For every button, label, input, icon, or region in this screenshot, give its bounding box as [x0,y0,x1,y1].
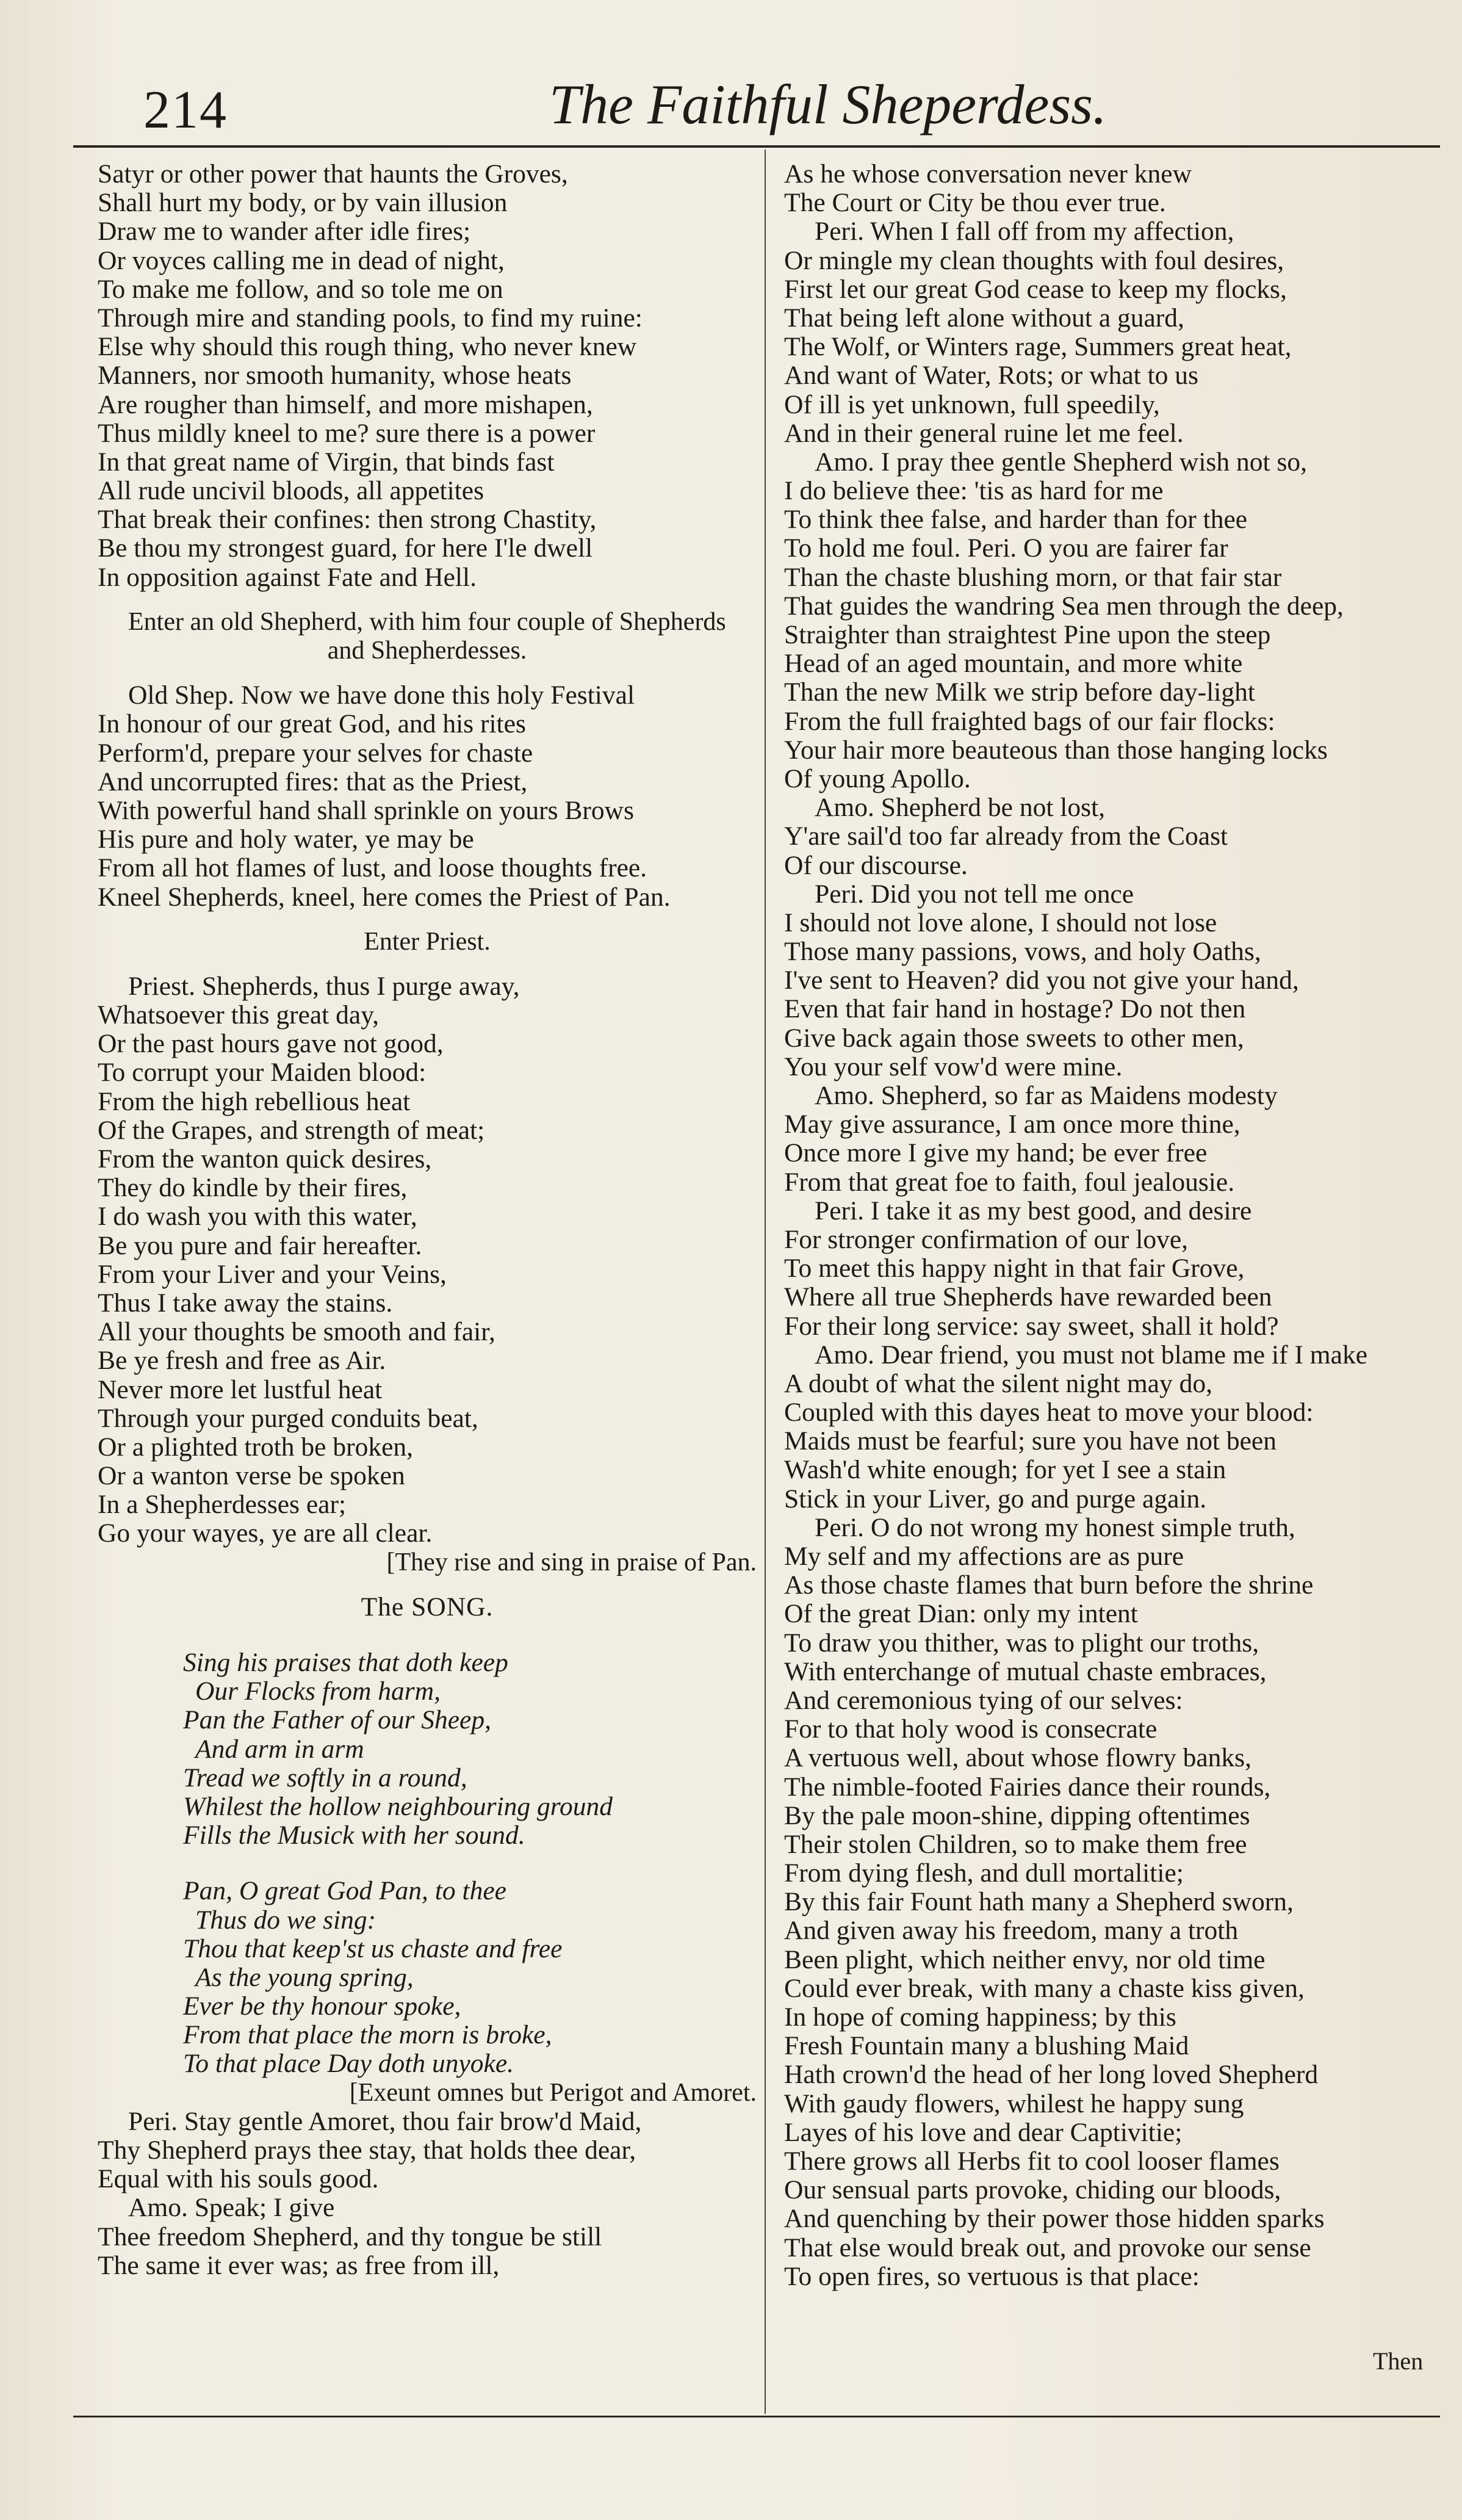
speech-line: To meet this happy night in that fair Grove, [784,1254,1245,1283]
speech-line: By this fair Fount hath many a Shepherd sworn, [784,1887,1294,1917]
speech-line: And want of Water, Rots; or what to us [784,361,1198,391]
song-stanza-1 [98,1648,757,1850]
verse-line: Are rougher than himself, and more mishapen, [98,389,593,419]
speech-line: Or the past hours gave not good, [98,1029,444,1059]
speech-line: In a Shepherdesses ear; [98,1490,347,1520]
speech-line: Perform'd, prepare your selves for chaste [98,738,533,768]
speech-line: Thus I take away the stains. [98,1288,393,1318]
speech-line: From your Liver and your Veins, [98,1259,447,1289]
verse-line: Be thou my strongest guard, for here I'le dwell [98,533,593,563]
verse-line: That break their confines: then strong Chastity, [98,505,597,535]
speech-line: You your self vow'd were mine. [784,1052,1123,1081]
speech-line: From the wanton quick desires, [98,1144,432,1174]
speech-line: In honour of our great God, and his rites [98,709,526,739]
speech-line: From the high rebellious heat [98,1086,411,1116]
speech-line: Thy Shepherd prays thee stay, that holds thee dear, [98,2136,636,2165]
speech-line: Thee freedom Shepherd, and thy tongue be still [98,2222,602,2251]
speech-line: I've sent to Heaven? did you not give your hand, [784,966,1299,995]
speech-line: Old Shep. Now we have done this holy Festival [128,681,635,710]
song-heading: The SONG. [361,1592,494,1622]
speech-line: Be ye fresh and free as Air. [98,1346,386,1376]
speech-line: With enterchange of mutual chaste embraces, [784,1656,1267,1686]
speech-line: Coupled with this dayes heat to move your blood: [784,1398,1314,1428]
speech-line: Amo. I pray thee gentle Shepherd wish not so, [815,447,1308,477]
verse-line: All rude uncivil bloods, all appetites [98,476,484,506]
speech-line: Than the chaste blushing morn, or that fair star [784,562,1282,592]
speech-line: For their long service: say sweet, shall it hold? [784,1311,1279,1341]
verse-line: Manners, nor smooth humanity, whose heats [98,361,572,391]
speech-line: I should not love alone, I should not lose [784,908,1217,937]
header-rule [73,145,1440,148]
verse-line: Satyr or other power that haunts the Groves, [98,159,568,189]
speech-line: To draw you thither, was to plight our troths, [784,1628,1259,1658]
speech-line: And quenching by their power those hidden sparks [784,2204,1325,2234]
speech-line: Layes of his love and dear Captivitie; [784,2117,1183,2147]
speech-line: Peri. O do not wrong my honest simple truth, [815,1512,1295,1542]
speech-line: Amo. Shepherd, so far as Maidens modesty [815,1081,1278,1110]
speech-line: The Court or City be thou ever true. [784,188,1166,218]
song-line: Thus do we sing: [195,1905,376,1935]
speech-line: To think thee false, and harder than for thee [784,505,1248,535]
speech-line: Peri. Did you not tell me once [815,879,1134,909]
speech-line: Hath crown'd the head of her long loved Shepherd [784,2060,1319,2090]
speech-line: Peri. When I fall off from my affection, [815,217,1234,247]
speech-line: As he whose conversation never knew [784,159,1192,189]
priest-speech [98,972,757,1548]
speech-line: They do kindle by their fires, [98,1173,408,1203]
speech-line: From that great foe to faith, foul jealousie. [784,1167,1235,1197]
speech-line: For stronger confirmation of our love, [784,1224,1189,1254]
footer-rule [73,2416,1440,2417]
speech-line: To hold me foul. Peri. O you are fairer far [784,533,1228,563]
speech-line: And in their general ruine let me feel. [784,418,1184,448]
speech-line: Those many passions, vows, and holy Oaths, [784,937,1261,967]
speech-line: Of young Apollo. [784,764,971,793]
speech-line: Peri. Stay gentle Amoret, thou fair brow'd Maid, [128,2106,642,2136]
speech-line: First let our great God cease to keep my flocks, [784,274,1287,304]
speech-line: Amo. Speak; I give [128,2193,335,2223]
right-column [784,160,1443,2291]
stage-direction-rise-sing: [They rise and sing in praise of Pan. [386,1548,757,1576]
speech-line: A vertuous well, about whose flowry banks, [784,1743,1251,1773]
speech-line: Or a plighted troth be broken, [98,1432,414,1462]
speech-line: Once more I give my hand; be ever free [784,1138,1208,1168]
speech-line: Y'are sail'd too far already from the Coast [784,821,1228,851]
song-line: Whilest the hollow neighbouring ground [183,1791,613,1821]
speech-line: That guides the wandring Sea men through the deep, [784,591,1344,621]
verse-line: Draw me to wander after idle fires; [98,217,471,247]
song-line: Thou that keep'st us chaste and free [183,1933,563,1963]
song-line: Sing his praises that doth keep [183,1648,508,1677]
speech-line: Maids must be fearful; sure you have not been [784,1426,1277,1456]
stage-direction-enter-priest: Enter Priest. [364,927,491,956]
left-column-verse [98,160,757,592]
speech-line: Of our discourse. [784,850,968,880]
stage-direction-line: and Shepherdesses. [327,637,527,665]
stage-direction-enter-old-shepherd [98,608,757,665]
speech-line: And uncorrupted fires: that as the Priest, [98,767,528,796]
speech-line: And ceremonious tying of our selves: [784,1685,1183,1715]
speech-line: I do believe thee: 'tis as hard for me [784,476,1164,506]
speech-line: Wash'd white enough; for yet I see a stain [784,1455,1226,1485]
speech-line: Fresh Fountain many a blushing Maid [784,2031,1189,2061]
verse-line: Or voyces calling me in dead of night, [98,245,505,275]
speech-line: Give back again those sweets to other men, [784,1023,1244,1053]
speech-line: From dying flesh, and dull mortalitie; [784,1858,1184,1888]
song-line: Our Flocks from harm, [195,1677,441,1706]
speech-line: Of ill is yet unknown, full speedily, [784,389,1160,419]
speech-line: His pure and holy water, ye may be [98,825,474,854]
speech-line: Of the great Dian: only my intent [784,1599,1138,1629]
verse-line: In opposition against Fate and Hell. [98,562,477,592]
song-line: Tread we softly in a round, [183,1763,467,1793]
speech-line: The Wolf, or Winters rage, Summers great heat, [784,332,1292,362]
speech-line: Where all true Shepherds have rewarded been [784,1282,1272,1312]
speech-line: Could ever break, with many a chaste kiss given, [784,1973,1305,2003]
speech-line: Go your wayes, ye are all clear. [98,1518,433,1548]
speech-line: All your thoughts be smooth and fair, [98,1317,495,1347]
speech-line: Amo. Dear friend, you must not blame me if I make [815,1340,1368,1370]
speech-line: Your hair more beauteous than those hanging locks [784,735,1328,765]
speech-line: Head of an aged mountain, and more white [784,649,1243,679]
speech-line: To corrupt your Maiden blood: [98,1058,427,1088]
verse-line: Else why should this rough thing, who never knew [98,332,637,362]
speech-line: For to that holy wood is consecrate [784,1714,1158,1744]
speech-line: Our sensual parts provoke, chiding our bloods, [784,2175,1281,2205]
speech-line: From all hot flames of lust, and loose thoughts free. [98,853,647,883]
speech-line: Peri. I take it as my best good, and desire [815,1196,1252,1226]
column-divider [765,150,766,2414]
speech-line: Their stolen Children, so to make them free [784,1829,1247,1859]
speech-line: Kneel Shepherds, kneel, here comes the Priest of Pan. [98,882,671,912]
speech-line: That being left alone without a guard, [784,303,1184,333]
verse-line: To make me follow, and so tole me on [98,274,503,304]
song-line: To that place Day doth unyoke. [183,2049,514,2079]
song-line: Ever be thy honour spoke, [183,1991,461,2021]
stage-direction-exeunt: [Exeunt omnes but Perigot and Amoret. [349,2078,757,2107]
speech-line: And given away his freedom, many a troth [784,1916,1239,1946]
verse-line: Shall hurt my body, or by vain illusion [98,188,508,218]
verse-line: In that great name of Virgin, that binds fast [98,447,555,477]
speech-line: With powerful hand shall sprinkle on yours Brows [98,795,635,825]
song-line: Fills the Musick with her sound. [183,1821,525,1850]
speech-line: A doubt of what the silent night may do, [784,1368,1212,1398]
speech-line: Priest. Shepherds, thus I purge away, [128,971,520,1001]
running-title: The Faithful Sheperdess. [549,73,1107,135]
speech-line: As those chaste flames that burn before the shrine [784,1570,1314,1600]
right-column-verse [784,160,1443,2291]
verse-line: Through mire and standing pools, to find my ruine: [98,303,643,333]
speech-line: I do wash you with this water, [98,1202,417,1232]
song-line: From that place the morn is broke, [183,2020,552,2050]
speech-line: Equal with his souls good. [98,2164,379,2194]
speech-line: My self and my affections are as pure [784,1542,1184,1571]
speech-line: From the full fraighted bags of our fair flocks: [784,706,1275,736]
speech-line: Of the Grapes, and strength of meat; [98,1115,485,1145]
song-stanza-2 [98,1877,757,2078]
song-line: Pan, O great God Pan, to thee [183,1876,506,1906]
perigot-amoret-dialogue [98,2107,757,2280]
speech-line: With gaudy flowers, whilest he happy sung [784,2089,1244,2118]
speech-line: To open fires, so vertuous is that place: [784,2261,1200,2291]
speech-line: Through your purged conduits beat, [98,1403,478,1433]
catchword: Then [1373,2347,1424,2375]
speech-line: By the pale moon-shine, dipping oftentimes [784,1800,1250,1830]
speech-line: Been plight, which neither envy, nor old time [784,1944,1266,1974]
speech-line: In hope of coming happiness; by this [784,2002,1176,2032]
speech-line: Stick in your Liver, go and purge again. [784,1484,1207,1514]
left-column [98,160,757,2280]
speech-line: May give assurance, I am once more thine, [784,1110,1241,1139]
song-line: And arm in arm [195,1734,364,1764]
speech-line: Amo. Shepherd be not lost, [815,793,1106,823]
speech-line: Or a wanton verse be spoken [98,1461,405,1491]
speech-line: Than the new Milk we strip before day-light [784,677,1255,707]
speech-line: The same it ever was; as free from ill, [98,2250,500,2280]
old-shepherd-speech [98,681,757,912]
speech-line: Be you pure and fair hereafter. [98,1230,422,1260]
speech-line: Even that fair hand in hostage? Do not then [784,994,1246,1024]
speech-line: Never more let lustful heat [98,1374,383,1404]
stage-direction-line: Enter an old Shepherd, with him four couple of Shepherds [128,607,726,636]
speech-line: The nimble-footed Fairies dance their rounds, [784,1772,1271,1802]
speech-line: There grows all Herbs fit to cool looser flames [784,2146,1280,2176]
song-line: Pan the Father of our Sheep, [183,1705,491,1735]
verse-line: Thus mildly kneel to me? sure there is a power [98,418,596,448]
song-line: As the young spring, [195,1962,414,1992]
speech-line: That else would break out, and provoke our sense [784,2233,1311,2262]
speech-line: Straighter than straightest Pine upon the steep [784,620,1271,649]
page-number: 214 [143,81,228,140]
speech-line: Whatsoever this great day, [98,1000,379,1030]
speech-line: Or mingle my clean thoughts with foul desires, [784,245,1284,275]
